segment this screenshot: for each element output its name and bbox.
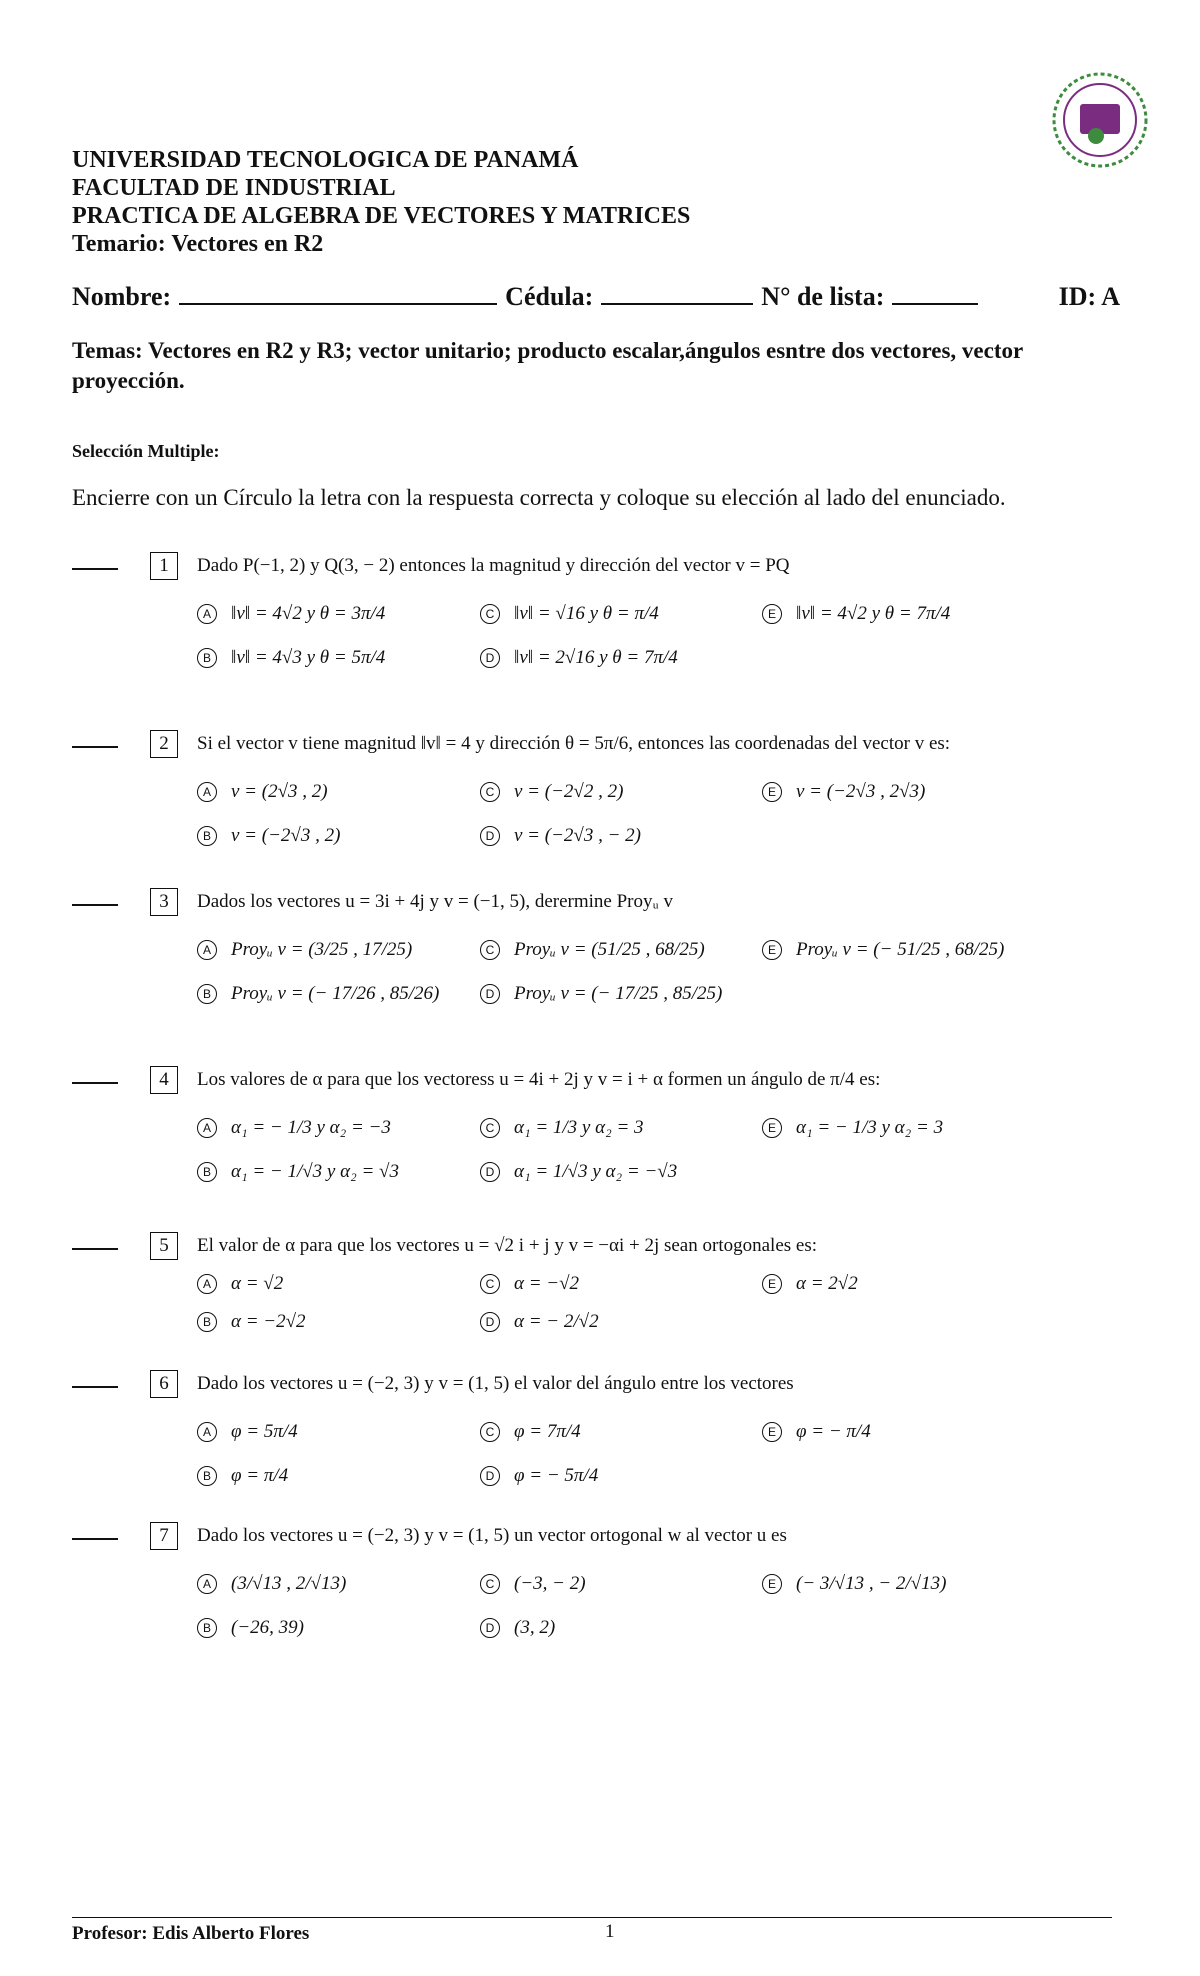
option-letter: E [762,1274,782,1294]
option-letter: A [197,1274,217,1294]
option-text: Proyᵤ v = (− 17/26 , 85/26) [231,983,440,1004]
option-text: v = (−2√2 , 2) [514,781,624,802]
option-d[interactable] [480,1152,677,1192]
option-letter: C [480,1422,500,1442]
answer-blank[interactable] [72,568,118,570]
option-text: α = −2√2 [231,1311,306,1332]
option-text: (−3, − 2) [514,1573,586,1594]
option-d[interactable] [480,1302,599,1342]
option-text: ‖v‖ = √16 y θ = π/4 [514,603,659,624]
option-d[interactable] [480,638,678,678]
option-d[interactable] [480,1608,555,1648]
answer-blank[interactable] [72,1248,118,1250]
option-letter: D [480,648,500,668]
instructions: Encierre con un Círculo la letra con la respuesta correcta y coloque su elección al lado del enunciado. [72,485,1006,510]
option-text: φ = − π/4 [796,1421,871,1442]
option-text: ‖v‖ = 4√2 y θ = 3π/4 [231,603,386,624]
answer-blank[interactable] [72,904,118,906]
option-letter: E [762,782,782,802]
question-5 [0,1232,1200,1392]
document-header [72,146,1132,258]
option-c[interactable] [480,772,623,812]
option-text: ‖v‖ = 4√2 y θ = 7π/4 [796,603,951,624]
option-text: α = √2 [231,1273,284,1294]
question-number: 5 [150,1232,178,1260]
option-letter: B [197,826,217,846]
footer-divider [72,1917,1112,1918]
option-a[interactable] [197,1564,346,1604]
option-letter: A [197,782,217,802]
option-text: v = (−2√3 , − 2) [514,825,641,846]
question-3 [0,888,1200,1048]
question-number: 1 [150,552,178,580]
question-stem: Los valores de α para que los vectoress u = 4i + 2j y v = i + α formen un ángulo de π/4 es: [197,1069,881,1090]
question-number: 3 [150,888,178,916]
option-c[interactable] [480,930,705,970]
lista-label: N° de lista: [761,282,885,311]
student-id-line [72,282,1120,312]
footer-professor: Profesor: Edis Alberto Flores [72,1923,310,1944]
option-a[interactable] [197,1412,298,1452]
option-letter: C [480,604,500,624]
option-text: φ = 7π/4 [514,1421,581,1442]
answer-blank[interactable] [72,1082,118,1084]
option-e[interactable] [762,930,1004,970]
option-letter: C [480,1118,500,1138]
option-a[interactable] [197,594,385,634]
option-letter: B [197,1466,217,1486]
option-b[interactable] [197,974,439,1014]
question-stem: Dado los vectores u = (−2, 3) y v = (1, 5) un vector ortogonal w al vector u es [197,1525,787,1546]
option-text: v = (2√3 , 2) [231,781,328,802]
option-letter: A [197,1422,217,1442]
option-c[interactable] [480,1108,644,1148]
option-letter: D [480,1312,500,1332]
question-number: 2 [150,730,178,758]
option-letter: A [197,1118,217,1138]
question-number: 7 [150,1522,178,1550]
option-letter: C [480,940,500,960]
option-text: φ = π/4 [231,1465,289,1486]
temario-line: Temario: Vectores en R2 [72,231,324,257]
option-letter: C [480,782,500,802]
option-b[interactable] [197,1302,306,1342]
question-number: 6 [150,1370,178,1398]
question-stem: El valor de α para que los vectores u = √2 i + j y v = −αi + 2j sean ortogonales es: [197,1235,817,1256]
question-stem: Dado los vectores u = (−2, 3) y v = (1, 5) el valor del ángulo entre los vectores [197,1373,794,1394]
option-text: α₁ = 1/3 y α₂ = 3 [514,1117,644,1138]
question-stem: Dados los vectores u = 3i + 4j y v = (−1, 5), derermine Proyᵤ v [197,891,673,912]
option-text: (−26, 39) [231,1617,304,1638]
option-text: α = 2√2 [796,1273,858,1294]
topics: Temas: Vectores en R2 y R3; vector unitario; producto escalar,ángulos esntre dos vectores, vector proyección. [72,338,1023,393]
option-c[interactable] [480,1412,581,1452]
lista-blank[interactable] [892,283,978,305]
option-letter: E [762,1422,782,1442]
option-letter: D [480,984,500,1004]
question-1 [0,552,1200,712]
option-letter: E [762,1118,782,1138]
option-e[interactable] [762,772,925,812]
option-c[interactable] [480,1264,579,1304]
name-blank[interactable] [179,283,497,305]
option-text: Proyᵤ v = (3/25 , 17/25) [231,939,413,960]
option-letter: A [197,940,217,960]
option-letter: B [197,648,217,668]
exam-id: ID: A [1058,282,1120,311]
option-letter: E [762,604,782,624]
cedula-label: Cédula: [505,282,594,311]
section-title: Selección Multiple: [72,441,220,461]
option-text: v = (−2√3 , 2) [231,825,341,846]
option-letter: D [480,826,500,846]
option-text: α₁ = 1/√3 y α₂ = −√3 [514,1161,678,1182]
question-stem: Dado P(−1, 2) y Q(3, − 2) entonces la magnitud y dirección del vector v = PQ [197,555,790,576]
question-7 [0,1522,1200,1682]
option-text: α₁ = − 1/√3 y α₂ = √3 [231,1161,399,1182]
option-text: Proyᵤ v = (51/25 , 68/25) [514,939,705,960]
option-d[interactable] [480,1456,598,1496]
answer-blank[interactable] [72,746,118,748]
option-letter: D [480,1466,500,1486]
option-letter: B [197,1312,217,1332]
option-letter: C [480,1574,500,1594]
option-text: α₁ = − 1/3 y α₂ = 3 [796,1117,944,1138]
option-d[interactable] [480,816,641,856]
answer-blank[interactable] [72,1538,118,1540]
option-letter: E [762,1574,782,1594]
question-number: 4 [150,1066,178,1094]
option-text: (− 3/√13 , − 2/√13) [796,1573,947,1594]
option-text: (3, 2) [514,1617,556,1638]
option-letter: D [480,1618,500,1638]
option-c[interactable] [480,594,659,634]
name-label: Nombre: [72,282,172,311]
option-b[interactable] [197,638,385,678]
option-letter: A [197,604,217,624]
answer-blank[interactable] [72,1386,118,1388]
option-letter: A [197,1574,217,1594]
option-d[interactable] [480,974,722,1014]
option-text: α = −√2 [514,1273,580,1294]
option-letter: D [480,1162,500,1182]
option-e[interactable] [762,1264,858,1304]
option-text: ‖v‖ = 4√3 y θ = 5π/4 [231,647,386,668]
university-name: UNIVERSIDAD TECNOLOGICA DE PANAMÁ [72,147,579,173]
option-a[interactable] [197,1264,283,1304]
option-text: α₁ = − 1/3 y α₂ = −3 [231,1117,391,1138]
option-a[interactable] [197,930,412,970]
option-c[interactable] [480,1564,586,1604]
question-4 [0,1066,1200,1226]
option-e[interactable] [762,1564,946,1604]
option-text: (3/√13 , 2/√13) [231,1573,347,1594]
option-e[interactable] [762,594,950,634]
option-text: α = − 2/√2 [514,1311,599,1332]
cedula-blank[interactable] [601,283,753,305]
option-letter: E [762,940,782,960]
option-text: Proyᵤ v = (− 17/25 , 85/25) [514,983,723,1004]
option-letter: B [197,1162,217,1182]
option-letter: B [197,1618,217,1638]
faculty-name: FACULTAD DE INDUSTRIAL [72,175,396,201]
question-stem: Si el vector v tiene magnitud ‖v‖ = 4 y dirección θ = 5π/6, entonces las coordenadas del vector v es: [197,733,951,754]
practice-title: PRACTICA DE ALGEBRA DE VECTORES Y MATRICES [72,203,691,229]
option-letter: B [197,984,217,1004]
option-text: ‖v‖ = 2√16 y θ = 7π/4 [514,647,678,668]
option-b[interactable] [197,1152,399,1192]
option-text: v = (−2√3 , 2√3) [796,781,926,802]
option-b[interactable] [197,816,340,856]
option-a[interactable] [197,1108,391,1148]
option-text: φ = 5π/4 [231,1421,298,1442]
option-e[interactable] [762,1412,871,1452]
question-6 [0,1370,1200,1530]
option-text: Proyᵤ v = (− 51/25 , 68/25) [796,939,1005,960]
option-a[interactable] [197,772,328,812]
option-text: φ = − 5π/4 [514,1465,599,1486]
option-letter: C [480,1274,500,1294]
option-b[interactable] [197,1456,288,1496]
page-number: 1 [605,1921,615,1942]
option-e[interactable] [762,1108,943,1148]
question-2 [0,730,1200,890]
option-b[interactable] [197,1608,304,1648]
